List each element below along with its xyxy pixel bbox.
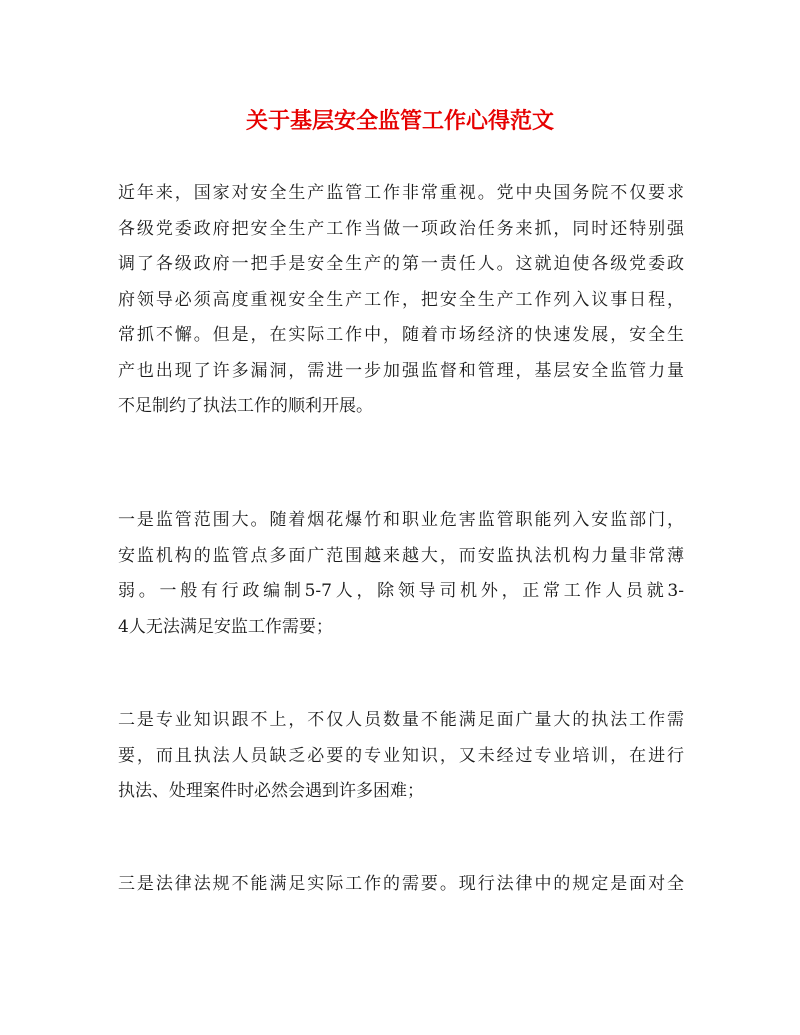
paragraph-line: 常抓不懈。但是，在实际工作中，随着市场经济的快速发展，安全生	[118, 325, 684, 345]
paragraph-line: 执法、处理案件时必然会遇到许多困难；	[118, 781, 424, 801]
paragraph-line: 安监机构的监管点多面广范围越来越大，而安监执法机构力量非常薄	[118, 545, 684, 566]
paragraph-line: 产也出现了许多漏洞，需进一步加强监督和管理，基层安全监管力量	[118, 360, 684, 381]
paragraph-line: 4人无法满足安监工作需要；	[118, 616, 333, 637]
paragraph-point-one	[118, 503, 684, 645]
paragraph-line: 弱。一般有行政编制5-7人，除领导司机外，正常工作人员就3-	[118, 581, 684, 601]
paragraph-line: 调了各级政府一把手是安全生产的第一责任人。这就迫使各级党委政	[118, 254, 684, 274]
paragraph-line: 要，而且执法人员缺乏必要的专业知识，又未经过专业培训，在进行	[118, 745, 684, 766]
paragraph-line: 二是专业知识跟不上，不仅人员数量不能满足面广量大的执法工作需	[118, 710, 684, 730]
document-title: 关于基层安全监管工作心得范文	[245, 108, 554, 134]
paragraph-line: 各级党委政府把安全生产工作当做一项政治任务来抓，同时还特别强	[118, 218, 684, 239]
paragraph-intro	[118, 176, 684, 425]
paragraph-line: 三是法律法规不能满足实际工作的需要。现行法律中的规定是面对全	[118, 874, 684, 894]
paragraph-line: 不足制约了执法工作的顺利开展。	[118, 396, 373, 416]
paragraph-point-three	[118, 867, 684, 903]
paragraph-point-two	[118, 703, 684, 810]
paragraph-line: 近年来，国家对安全生产监管工作非常重视。党中央国务院不仅要求	[118, 183, 684, 203]
paragraph-line: 一是监管范围大。随着烟花爆竹和职业危害监管职能列入安监部门，	[118, 510, 684, 530]
paragraph-line: 府领导必须高度重视安全生产工作，把安全生产工作列入议事日程，	[118, 289, 684, 310]
